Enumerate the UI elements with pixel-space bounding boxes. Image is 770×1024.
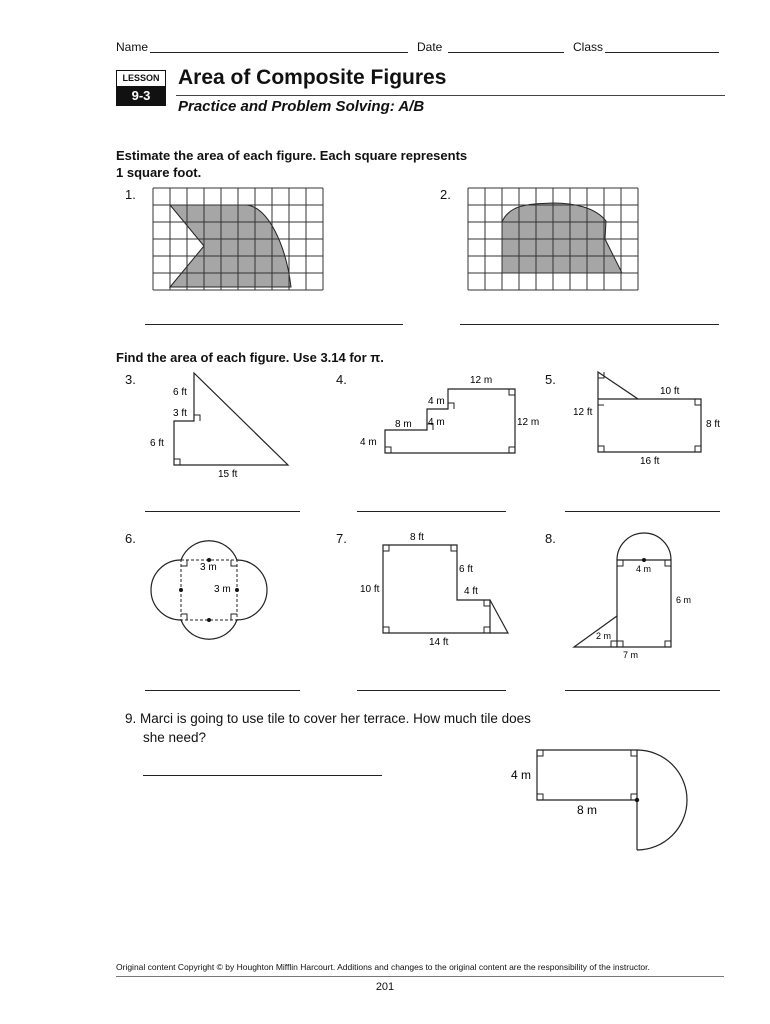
problem-7-figure xyxy=(355,525,525,655)
problem-4-label-4m-mid: 4 m xyxy=(428,417,445,428)
problem-5-label-8ft: 8 ft xyxy=(706,419,720,430)
page-subtitle: Practice and Problem Solving: A/B xyxy=(178,98,425,115)
problem-4-label-4m-upper: 4 m xyxy=(428,396,445,407)
problem-3-label-6ft-top: 6 ft xyxy=(173,387,187,398)
problem-6-number: 6. xyxy=(125,531,136,546)
title-divider xyxy=(176,95,725,96)
problem-3-label-6ft-side: 6 ft xyxy=(150,438,164,449)
problem-2-grid-figure xyxy=(465,185,645,295)
problem-9-line1: 9. Marci is going to use tile to cover her terrace. How much tile does xyxy=(125,711,531,726)
problem-4-number: 4. xyxy=(336,372,347,387)
answer-line-7[interactable] xyxy=(357,690,506,691)
problem-8-number: 8. xyxy=(545,531,556,546)
date-label: Date xyxy=(417,40,443,54)
section2-instruction: Find the area of each figure. Use 3.14 for π. xyxy=(116,350,384,365)
problem-9-figure xyxy=(505,740,705,860)
problem-8-label-6m: 6 m xyxy=(676,595,692,605)
answer-line-2[interactable] xyxy=(460,324,719,325)
lesson-label: LESSON xyxy=(117,71,165,86)
section1-instruction-line2: 1 square foot. xyxy=(116,165,202,180)
answer-line-6[interactable] xyxy=(145,690,300,691)
problem-7-number: 7. xyxy=(336,531,347,546)
problem-8-figure xyxy=(565,520,715,665)
problem-3-number: 3. xyxy=(125,372,136,387)
problem-5-figure xyxy=(565,365,735,475)
problem-1-grid-figure xyxy=(150,185,330,295)
problem-7-label-8ft: 8 ft xyxy=(410,532,424,543)
problem-4-label-4m-left: 4 m xyxy=(360,437,377,448)
problem-7-label-14ft: 14 ft xyxy=(429,637,449,648)
answer-line-1[interactable] xyxy=(145,324,403,325)
problem-6-label-right: 3 m xyxy=(214,584,231,595)
problem-8-label-4m: 4 m xyxy=(636,564,652,574)
problem-3-label-15ft: 15 ft xyxy=(218,469,238,480)
lesson-number: 9-3 xyxy=(117,86,165,105)
section1-instruction-line1: Estimate the area of each figure. Each square represents xyxy=(116,148,468,163)
problem-9-line2: she need? xyxy=(143,730,207,745)
problem-8-label-7m: 7 m xyxy=(623,650,639,660)
problem-3-label-3ft: 3 ft xyxy=(173,408,187,419)
problem-5-label-16ft: 16 ft xyxy=(640,456,660,467)
problem-9-text xyxy=(125,709,531,747)
problem-5-number: 5. xyxy=(545,372,556,387)
class-field[interactable] xyxy=(605,52,719,53)
name-label: Name xyxy=(116,40,149,54)
class-label: Class xyxy=(573,40,604,54)
problem-5-label-10ft: 10 ft xyxy=(660,386,680,397)
problem-5-label-12ft: 12 ft xyxy=(573,407,593,418)
problem-1-shaded-shape xyxy=(170,205,291,287)
problem-7-label-6ft: 6 ft xyxy=(459,564,473,575)
answer-line-4[interactable] xyxy=(357,511,506,512)
answer-line-9[interactable] xyxy=(143,775,382,776)
problem-6-label-top: 3 m xyxy=(200,562,217,573)
problem-1-number: 1. xyxy=(125,187,136,202)
lesson-badge xyxy=(116,70,166,106)
footer-divider xyxy=(116,976,724,977)
problem-4-label-12m-top: 12 m xyxy=(470,375,493,386)
problem-2-number: 2. xyxy=(440,187,451,202)
page-title: Area of Composite Figures xyxy=(178,66,447,89)
problem-4-label-12m-side: 12 m xyxy=(517,417,540,428)
problem-7-label-4ft: 4 ft xyxy=(464,586,478,597)
answer-line-3[interactable] xyxy=(145,511,300,512)
answer-line-8[interactable] xyxy=(565,690,720,691)
problem-4-figure xyxy=(355,365,555,465)
problem-3-figure xyxy=(140,365,300,485)
problem-9-label-4m: 4 m xyxy=(511,768,532,782)
problem-8-label-2m: 2 m xyxy=(596,631,612,641)
problem-9-label-8m: 8 m xyxy=(577,803,598,817)
answer-line-5[interactable] xyxy=(565,511,720,512)
problem-6-figure xyxy=(140,520,280,655)
date-field[interactable] xyxy=(448,52,564,53)
section1-instruction xyxy=(116,147,467,181)
problem-4-label-8m: 8 m xyxy=(395,419,412,430)
copyright-notice: Original content Copyright © by Houghton Mifflin Harcourt. Additions and changes to the original content are the responsibility of the instructor. xyxy=(116,962,650,972)
page-number: 201 xyxy=(375,981,395,993)
problem-7-label-10ft: 10 ft xyxy=(360,584,380,595)
name-field[interactable] xyxy=(150,52,408,53)
